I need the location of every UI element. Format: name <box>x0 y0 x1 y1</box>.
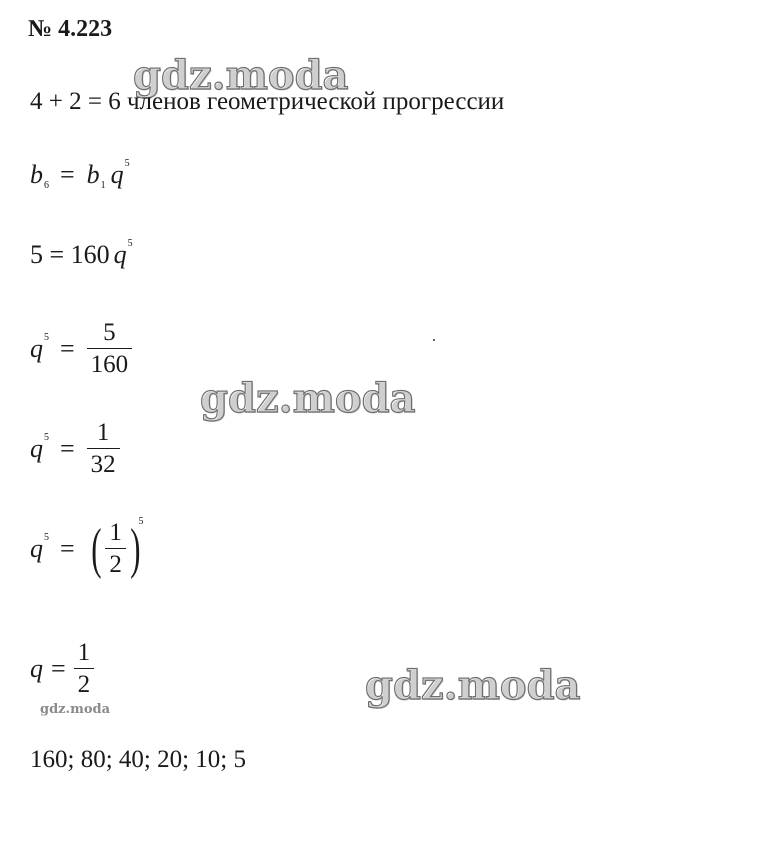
formula-substituted <box>30 237 133 270</box>
numerator: 1 <box>77 639 91 666</box>
equals-sign: = <box>51 654 66 684</box>
exponent-5: 5 <box>44 531 49 543</box>
fraction-bar <box>105 548 126 549</box>
fraction <box>89 420 118 479</box>
fraction <box>89 320 131 379</box>
numerator: 1 <box>96 419 110 446</box>
watermark-logo: gdz.moda <box>133 52 349 99</box>
subscript-1: 1 <box>100 179 106 191</box>
symbol-b: b <box>86 160 100 189</box>
equals-sign: = <box>60 434 75 464</box>
symbol-q: q <box>30 534 43 564</box>
formula-q5-half-power <box>30 515 149 581</box>
stray-dot <box>433 339 435 341</box>
denominator: 32 <box>90 451 116 479</box>
symbol-q: q <box>110 160 124 189</box>
members-count-line: 4 + 2 = 6 членов геометрической прогрессии <box>30 88 505 115</box>
watermark-logo: gdz.moda <box>365 662 581 709</box>
watermark-small: gdz.moda <box>40 702 111 717</box>
equation-left: 5 = 160 <box>30 240 110 269</box>
symbol-q: q <box>30 334 43 364</box>
denominator: 2 <box>77 671 91 699</box>
right-parenthesis: ) <box>130 518 141 581</box>
symbol-q: q <box>30 654 43 684</box>
symbol-b: b <box>30 160 43 189</box>
watermark-logo: gdz.moda <box>200 375 416 422</box>
fraction-bar <box>74 668 95 669</box>
problem-number: № 4.223 <box>28 16 113 42</box>
formula-nth-term <box>30 157 130 191</box>
fraction <box>107 520 124 579</box>
fraction <box>76 640 93 699</box>
exponent-5: 5 <box>44 331 49 343</box>
formula-q5-5-160 <box>30 320 132 379</box>
symbol-q: q <box>113 240 127 269</box>
exponent-5: 5 <box>127 237 133 249</box>
denominator: 2 <box>109 551 122 579</box>
fraction-bar <box>87 448 120 449</box>
numerator: 1 <box>109 519 122 546</box>
equals-sign: = <box>60 334 75 364</box>
equals-sign: = <box>60 534 75 564</box>
progression-answer: 160; 80; 40; 20; 10; 5 <box>30 746 246 773</box>
formula-q5-1-32 <box>30 420 120 479</box>
formula-q-result <box>30 640 94 699</box>
denominator: 160 <box>90 351 129 379</box>
exponent-5: 5 <box>44 431 49 443</box>
subscript-6: 6 <box>44 179 49 191</box>
left-parenthesis: ( <box>90 518 102 581</box>
outer-exponent-5: 5 <box>138 515 144 527</box>
numerator: 5 <box>103 319 116 346</box>
fraction-bar <box>87 348 133 349</box>
symbol-q: q <box>30 434 43 464</box>
exponent-5: 5 <box>124 157 130 169</box>
equals-sign: = <box>60 160 75 189</box>
